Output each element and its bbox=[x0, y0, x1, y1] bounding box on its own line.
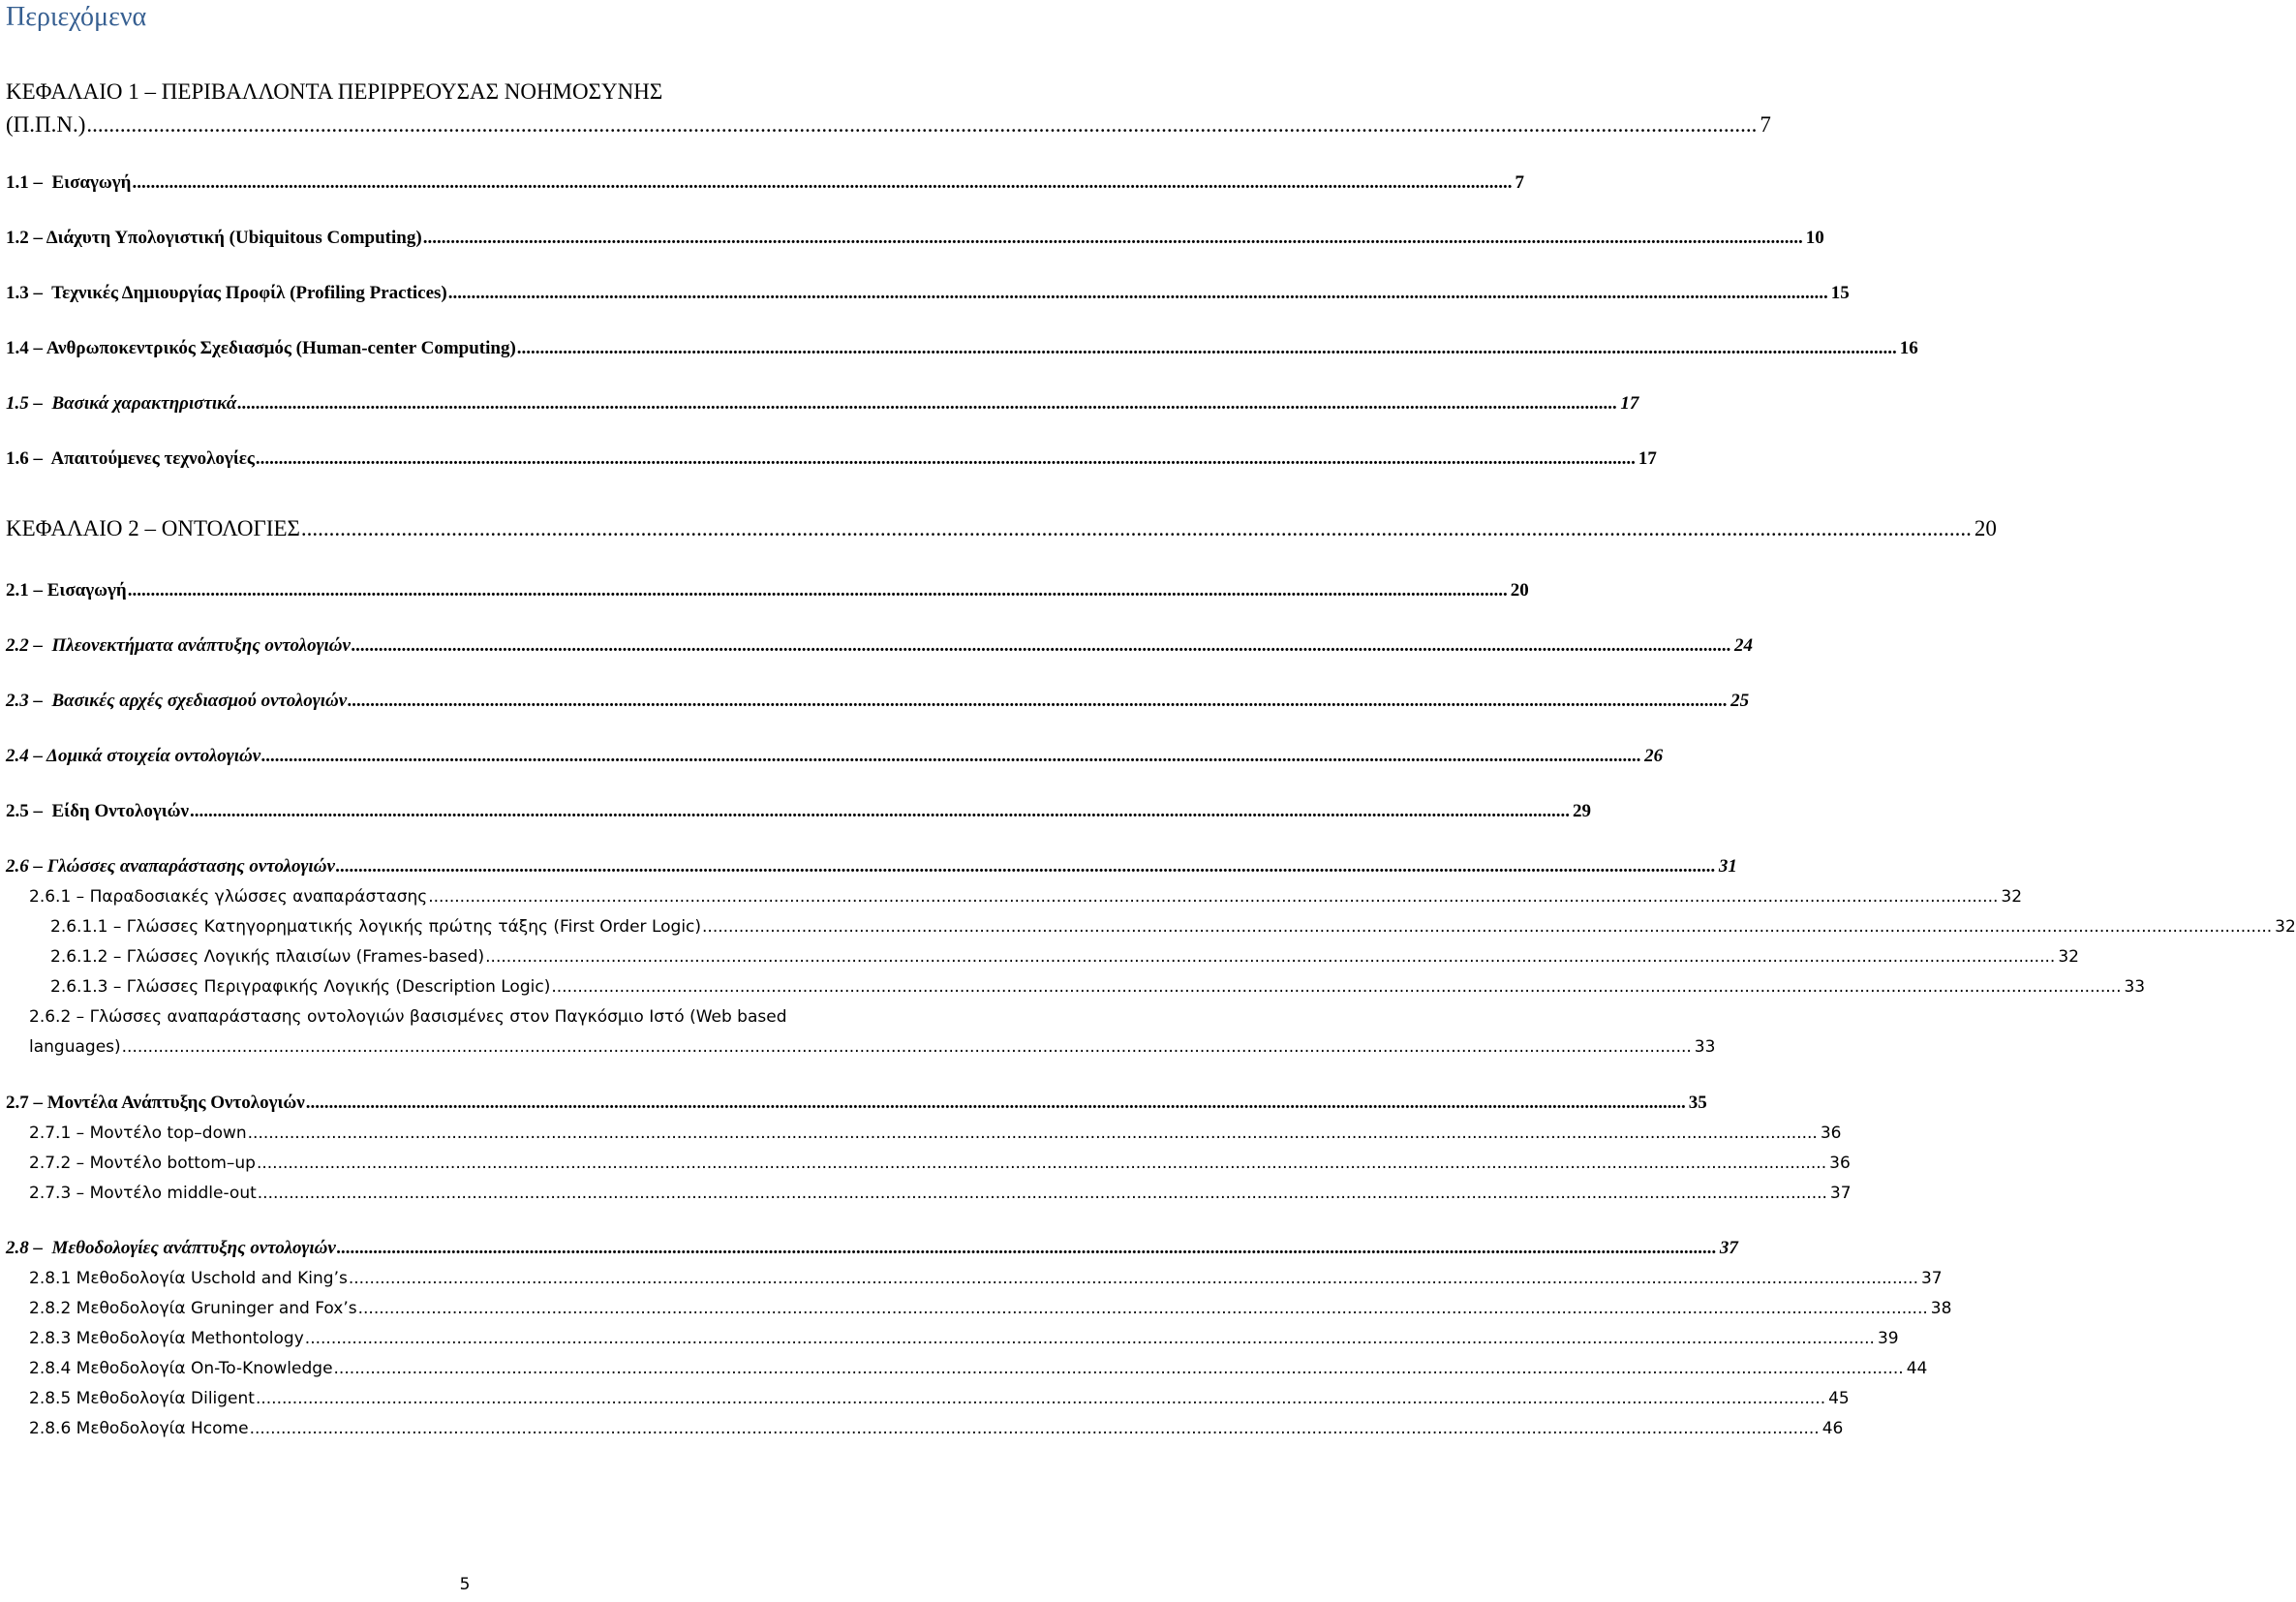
toc-entry-page: 15 bbox=[1830, 283, 1850, 303]
toc-entry-label: 2.6.1.1 – Γλώσσες Κατηγορηματικής λογικής πρώτης τάξης (First Order Logic) bbox=[50, 917, 702, 937]
toc-entry-page: 10 bbox=[1805, 228, 1824, 248]
toc-entry-label: 2.2 – Πλεονεκτήματα ανάπτυξης οντολογιών bbox=[6, 635, 351, 656]
toc-leader-dots: ............................................................................................................................................................................................................................................................................................................ bbox=[348, 691, 1729, 711]
toc-entry-2-8-6[interactable] bbox=[29, 1419, 1844, 1438]
toc-entry-2-8-3[interactable] bbox=[29, 1329, 1899, 1348]
toc-entry-2-5[interactable] bbox=[6, 801, 1591, 822]
toc-entry-page: 35 bbox=[1688, 1093, 1707, 1113]
toc-leader-dots: ............................................................................................................................................................................................................................................................................................................ bbox=[257, 1184, 1827, 1203]
toc-entry-page: 7 bbox=[1760, 112, 1771, 137]
toc-entry-label: 1.1 – Εισαγωγή bbox=[6, 172, 132, 193]
toc-entry-label: 2.4 – Δομικά στοιχεία οντολογιών bbox=[6, 746, 261, 766]
toc-entry-2-4[interactable] bbox=[6, 746, 1664, 767]
toc-leader-dots: ............................................................................................................................................................................................................................................................................................................ bbox=[516, 338, 1897, 358]
toc-entry-page: 37 bbox=[1920, 1269, 1943, 1288]
toc-entry-label: (Π.Π.Ν.) bbox=[6, 112, 86, 137]
toc-entry-label: 2.7.1 – Μοντέλο top–down bbox=[29, 1124, 247, 1143]
toc-entry-label: 2.6.1 – Παραδοσιακές γλώσσες αναπαράστασης bbox=[29, 887, 428, 907]
toc-entry-2-6-1[interactable] bbox=[29, 887, 2023, 907]
toc-entry-label: 2.1 – Εισαγωγή bbox=[6, 580, 127, 601]
toc-entry-2-6-1-1[interactable] bbox=[50, 917, 2296, 937]
toc-entry-page: 26 bbox=[1644, 746, 1664, 766]
toc-entry-label: 1.4 – Ανθρωποκεντρικός Σχεδιασμός (Human-center Computing) bbox=[6, 338, 516, 358]
toc-leader-dots: ............................................................................................................................................................................................................................................................................................................ bbox=[333, 1359, 1904, 1378]
toc-entry-1-6[interactable] bbox=[6, 448, 1657, 470]
toc-entry-label: 2.6.1.2 – Γλώσσες Λογικής πλαισίων (Frames-based) bbox=[50, 947, 485, 967]
toc-entry-2-7-3[interactable] bbox=[29, 1184, 1852, 1203]
toc-leader-dots: ............................................................................................................................................................................................................................................................................................................ bbox=[351, 635, 1731, 656]
toc-entry-page: 37 bbox=[1719, 1238, 1738, 1258]
toc-leader-dots: ............................................................................................................................................................................................................................................................................................................ bbox=[485, 947, 2056, 967]
toc-entry-page: 32 bbox=[2058, 947, 2079, 967]
toc-entry-2-7-1[interactable] bbox=[29, 1124, 1842, 1143]
toc-heading: Περιεχόμενα bbox=[6, 2, 147, 32]
toc-entry-page: 25 bbox=[1730, 691, 1750, 711]
toc-entry-2-2[interactable] bbox=[6, 635, 1753, 657]
toc-entry-page: 16 bbox=[1899, 338, 1918, 358]
page-number: 5 bbox=[459, 1575, 471, 1594]
toc-leader-dots: ............................................................................................................................................................................................................................................................................................................ bbox=[551, 977, 2122, 997]
toc-entry-label: 2.5 – Είδη Οντολογιών bbox=[6, 801, 189, 821]
toc-entry-label: ΚΕΦΑΛΑΙΟ 2 – ΟΝΤΟΛΟΓΙΕΣ bbox=[6, 516, 300, 540]
toc-entry-label: 2.8.3 Μεθοδολογία Methontology bbox=[29, 1329, 304, 1348]
toc-leader-dots: ............................................................................................................................................................................................................................................................................................................ bbox=[86, 112, 1758, 137]
toc-entry-2-7[interactable] bbox=[6, 1093, 1707, 1114]
toc-entry-page: 37 bbox=[1829, 1184, 1852, 1203]
toc-leader-dots: ............................................................................................................................................................................................................................................................................................................ bbox=[256, 1154, 1827, 1173]
toc-entry-page: 29 bbox=[1572, 801, 1591, 821]
toc-leader-dots: ............................................................................................................................................................................................................................................................................................................ bbox=[422, 228, 1803, 248]
toc-entry-page: 17 bbox=[1620, 393, 1639, 414]
toc-leader-dots: ............................................................................................................................................................................................................................................................................................................ bbox=[447, 283, 1828, 303]
toc-entry-2-1[interactable] bbox=[6, 580, 1529, 601]
toc-entry-2-8-5[interactable] bbox=[29, 1389, 1850, 1408]
toc-leader-dots: ............................................................................................................................................................................................................................................................................................................ bbox=[132, 172, 1513, 193]
toc-entry-page: 20 bbox=[1974, 516, 1997, 540]
toc-entry-2-8-4[interactable] bbox=[29, 1359, 1928, 1378]
toc-leader-dots: ............................................................................................................................................................................................................................................................................................................ bbox=[304, 1329, 1875, 1348]
toc-entry-2-8-2[interactable] bbox=[29, 1299, 1952, 1318]
toc-entry-label: 2.7 – Μοντέλα Ανάπτυξης Οντολογιών bbox=[6, 1093, 305, 1113]
toc-leader-dots: ............................................................................................................................................................................................................................................................................................................ bbox=[255, 1389, 1826, 1408]
toc-entry-page: 7 bbox=[1515, 172, 1524, 193]
toc-entry-page: 32 bbox=[2001, 887, 2023, 907]
toc-leader-dots: ............................................................................................................................................................................................................................................................................................................ bbox=[428, 887, 1999, 907]
toc-entry-1-2[interactable] bbox=[6, 228, 1824, 249]
toc-entry-2-6-2[interactable] bbox=[29, 1037, 1716, 1057]
toc-chapter-1-line1: ΚΕΦΑΛΑΙΟ 1 – ΠΕΡΙΒΑΛΛΟΝΤΑ ΠΕΡΙΡΡΕΟΥΣΑΣ ΝΟΗΜΟΣΥΝΗΣ bbox=[6, 79, 663, 104]
toc-leader-dots: ............................................................................................................................................................................................................................................................................................................ bbox=[335, 856, 1716, 877]
toc-entry-label: 1.2 – Διάχυτη Υπολογιστική (Ubiquitous Computing) bbox=[6, 228, 422, 248]
toc-chapter-1[interactable] bbox=[6, 112, 1771, 138]
toc-entry-label: 1.3 – Τεχνικές Δημιουργίας Προφίλ (Profiling Practices) bbox=[6, 283, 447, 303]
toc-leader-dots: ............................................................................................................................................................................................................................................................................................................ bbox=[348, 1269, 1918, 1288]
toc-entry-label: 1.6 – Απαιτούμενες τεχνολογίες bbox=[6, 448, 255, 469]
toc-entry-2-6-2-line1: 2.6.2 – Γλώσσες αναπαράστασης οντολογιών βασισμένες στον Παγκόσμιο Ιστό (Web based bbox=[29, 1007, 787, 1027]
toc-entry-2-8[interactable] bbox=[6, 1238, 1738, 1259]
toc-entry-label: 2.3 – Βασικές αρχές σχεδιασμού οντολογιών bbox=[6, 691, 348, 711]
toc-entry-page: 36 bbox=[1820, 1124, 1842, 1143]
toc-entry-label: 2.8.2 Μεθοδολογία Gruninger and Fox’s bbox=[29, 1299, 357, 1318]
toc-entry-2-6[interactable] bbox=[6, 856, 1737, 878]
toc-leader-dots: ............................................................................................................................................................................................................................................................................................................ bbox=[357, 1299, 1928, 1318]
toc-entry-label: 2.8.4 Μεθοδολογία On-To-Knowledge bbox=[29, 1359, 333, 1378]
toc-leader-dots: ............................................................................................................................................................................................................................................................................................................ bbox=[249, 1419, 1820, 1438]
toc-entry-page: 31 bbox=[1718, 856, 1737, 877]
toc-entry-2-6-1-2[interactable] bbox=[50, 947, 2079, 967]
toc-entry-1-5[interactable] bbox=[6, 393, 1639, 415]
toc-entry-page: 17 bbox=[1638, 448, 1657, 469]
toc-entry-2-8-1[interactable] bbox=[29, 1269, 1943, 1288]
toc-entry-label: 2.7.2 – Μοντέλο bottom–up bbox=[29, 1154, 256, 1173]
toc-entry-label: 2.8.5 Μεθοδολογία Diligent bbox=[29, 1389, 255, 1408]
toc-leader-dots: ............................................................................................................................................................................................................................................................................................................ bbox=[121, 1037, 1692, 1057]
toc-entry-label: 2.6.1.3 – Γλώσσες Περιγραφικής Λογικής (Description Logic) bbox=[50, 977, 551, 997]
toc-entry-2-3[interactable] bbox=[6, 691, 1750, 712]
toc-entry-label: 2.8.6 Μεθοδολογία Hcome bbox=[29, 1419, 249, 1438]
toc-entry-page: 33 bbox=[1694, 1037, 1716, 1057]
toc-entry-page: 39 bbox=[1877, 1329, 1899, 1348]
toc-entry-1-3[interactable] bbox=[6, 283, 1850, 304]
toc-entry-1-4[interactable] bbox=[6, 338, 1918, 359]
toc-leader-dots: ............................................................................................................................................................................................................................................................................................................ bbox=[189, 801, 1570, 821]
toc-leader-dots: ............................................................................................................................................................................................................................................................................................................ bbox=[237, 393, 1618, 414]
toc-entry-label: 2.8 – Μεθοδολογίες ανάπτυξης οντολογιών bbox=[6, 1238, 336, 1258]
toc-entry-label: 2.6 – Γλώσσες αναπαράστασης οντολογιών bbox=[6, 856, 335, 877]
toc-entry-page: 36 bbox=[1829, 1154, 1851, 1173]
toc-leader-dots: ............................................................................................................................................................................................................................................................................................................ bbox=[255, 448, 1636, 469]
toc-entry-label: 1.5 – Βασικά χαρακτηριστικά bbox=[6, 393, 237, 414]
toc-leader-dots: ............................................................................................................................................................................................................................................................................................................ bbox=[305, 1093, 1686, 1113]
toc-entry-page: 24 bbox=[1733, 635, 1753, 656]
toc-entry-label: 2.7.3 – Μοντέλο middle-out bbox=[29, 1184, 257, 1203]
toc-entry-2-7-2[interactable] bbox=[29, 1154, 1851, 1173]
toc-leader-dots: ............................................................................................................................................................................................................................................................................................................ bbox=[336, 1238, 1717, 1258]
toc-entry-2-6-1-3[interactable] bbox=[50, 977, 2146, 997]
toc-entry-page: 20 bbox=[1510, 580, 1529, 601]
toc-entry-page: 45 bbox=[1828, 1389, 1850, 1408]
toc-entry-page: 32 bbox=[2275, 917, 2296, 937]
toc-leader-dots: ............................................................................................................................................................................................................................................................................................................ bbox=[247, 1124, 1818, 1143]
toc-entry-page: 38 bbox=[1930, 1299, 1952, 1318]
toc-entry-label: 2.8.1 Μεθοδολογία Uschold and King’s bbox=[29, 1269, 348, 1288]
toc-chapter-2[interactable] bbox=[6, 516, 1997, 541]
toc-leader-dots: ............................................................................................................................................................................................................................................................................................................ bbox=[127, 580, 1508, 601]
toc-entry-1-1[interactable] bbox=[6, 172, 1524, 194]
toc-leader-dots: ............................................................................................................................................................................................................................................................................................................ bbox=[702, 917, 2273, 937]
toc-leader-dots: ............................................................................................................................................................................................................................................................................................................ bbox=[300, 516, 1972, 540]
toc-entry-label: languages) bbox=[29, 1037, 121, 1057]
toc-entry-page: 44 bbox=[1906, 1359, 1928, 1378]
toc-leader-dots: ............................................................................................................................................................................................................................................................................................................ bbox=[261, 746, 1642, 766]
toc-entry-page: 33 bbox=[2124, 977, 2146, 997]
toc-entry-page: 46 bbox=[1821, 1419, 1844, 1438]
